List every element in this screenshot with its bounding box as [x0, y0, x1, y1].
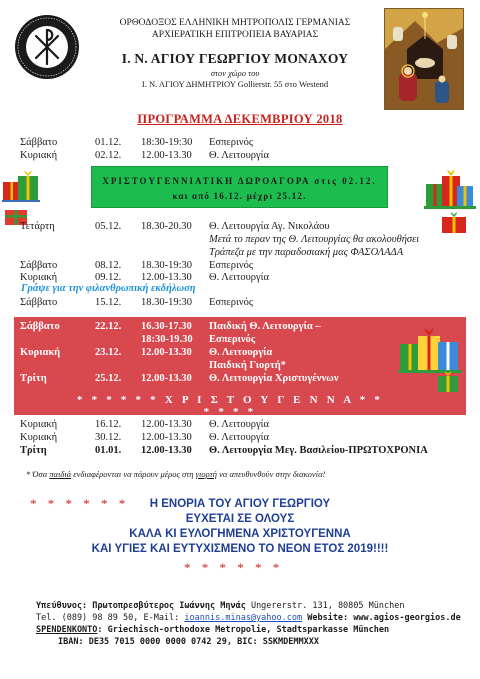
schedule-day: Σάββατο: [20, 137, 58, 148]
nativity-icon-image: [384, 8, 464, 110]
red-stars-decoration: * * * * * *: [184, 560, 284, 575]
schedule-event: Θ. Λειτουργία: [209, 347, 273, 358]
kids-note-text: ενδιαφέρονται να πάρουν μέρος στη: [71, 469, 196, 479]
schedule-date: 02.12.: [95, 150, 122, 161]
footer-contact: [36, 614, 461, 623]
schedule-time: 12.00-13.30: [141, 432, 192, 443]
schedule-time: 18:30-19:30: [141, 137, 193, 148]
schedule-date: 23.12.: [95, 347, 122, 358]
schedule-date: 16.12.: [95, 419, 122, 430]
gift-box-icon: [436, 371, 462, 398]
schedule-time: 12.00-13.30: [141, 272, 192, 283]
kids-note-text: * Όσα: [26, 469, 50, 479]
bazaar-banner: [91, 166, 388, 208]
schedule-event: Θ. Λειτουργία Μεγ. Βασιλείου-ΠΡΩΤΟΧΡΟΝΙΑ: [209, 445, 428, 456]
spenden-value: : Griechisch-orthodoxe Metropolie, Stadtsparkasse München: [97, 625, 390, 635]
footer-iban: [58, 638, 319, 647]
parish-name: Ι. Ν. ΑΓΙΟΥ ΓΕΩΡΓΙΟΥ ΜΟΝΑΧΟΥ: [121, 51, 349, 66]
schedule-event: Παιδική Γιορτή*: [209, 360, 286, 371]
schedule-date: 22.12.: [95, 321, 122, 332]
schedule-day: Κυριακή: [20, 419, 58, 430]
schedule-day: Κυριακή: [20, 272, 58, 283]
schedule-time: 12.00-13.30: [141, 150, 192, 161]
responsible-label: Υπεύθυνος: Πρωτοπρεσβύτερος Ιωάννης Μηνάς: [36, 601, 246, 611]
bazaar-banner-line2: και από 16.12. μέχρι 25.12.: [172, 191, 307, 201]
schedule-time: 12.00-13.30: [141, 373, 192, 384]
footer-address: Ungererstr. 131, 80805 München: [245, 601, 405, 611]
schedule-time: 18.30-19:30: [141, 260, 193, 271]
schedule-day: Τρίτη: [20, 445, 47, 456]
schedule-time: 18.30-20.30: [141, 221, 192, 232]
location-address: Ι. Ν. ΑΓΙΟΥ ΔΗΜΗΤΡΙΟΥ Gollierstr. 55 στο Westend: [141, 79, 329, 89]
gift-box-icon: [2, 170, 42, 209]
blessing-line3: ΚΑΛΑ ΚΙ ΕΥΛΟΓΗΜΕΝΑ ΧΡΙΣΤΟΥΓΕΝΝΑ: [129, 528, 351, 540]
location-intro: στον χώρο του: [210, 68, 260, 78]
schedule-time: 12.00-13.30: [141, 445, 192, 456]
kids-note-text: να απευθυνθούν στην διακονία!: [216, 469, 326, 479]
footer-tel: Tel. (089) 98 89 50, E-Mail:: [36, 613, 185, 623]
schedule-date: 01.12.: [95, 137, 122, 148]
program-title: ΠΡΟΓΡΑΜΜΑ ΔΕΚΕΜΒΡΙΟΥ 2018: [137, 112, 343, 126]
schedule-time: 16.30-17.30: [141, 321, 192, 332]
schedule-event: Θ. Λειτουργία: [209, 419, 269, 430]
schedule-date: 01.01.: [95, 445, 122, 456]
schedule-event: Εσπερινός: [209, 334, 256, 345]
schedule-time: 12.00-13.30: [141, 419, 192, 430]
schedule-event: Εσπερινός: [209, 260, 254, 271]
kids-note-underline: γιορτή: [195, 469, 217, 479]
schedule-date: 05.12.: [95, 221, 122, 232]
schedule-event: Θ. Λειτουργία: [209, 272, 269, 283]
bazaar-banner-line1: ΧΡΙΣΤΟΥΓΕΝΝΙΑΤΙΚΗ ΔΩΡΟΑΓΟΡΑ στις 02.12.: [102, 176, 377, 186]
schedule-event: Εσπερινός: [209, 137, 254, 148]
schedule-date: 30.12.: [95, 432, 122, 443]
footer-responsible: [36, 602, 404, 611]
schedule-event: Παιδική Θ. Λειτουργία –: [209, 321, 321, 332]
schedule-date: 15.12.: [95, 297, 122, 308]
schedule-event: Θ. Λειτουργία Χριστυγέννων: [209, 373, 339, 384]
iban-text: IBAN: DE35 7015 0000 0000 0742 29, BIC: SSKMDEMMXXX: [58, 637, 319, 647]
gift-box-icon: [424, 168, 476, 215]
schedule-day: Τρίτη: [20, 373, 47, 384]
schedule-day: Σάββατο: [20, 260, 58, 271]
schedule-day: Σάββατο: [20, 297, 58, 308]
schedule-day: Σάββατο: [20, 321, 60, 332]
schedule-event: Θ. Λειτουργία: [209, 432, 269, 443]
committee-name: ΑΡΧΙΕΡΑΤΙΚΗ ΕΠΙΤΡΟΠΕΙΑ ΒΑΥΑΡΙΑΣ: [151, 30, 319, 40]
schedule-event-note: Μετά το περαν της Θ. Λειτουργίας θα ακολουθήσει: [209, 234, 420, 245]
schedule-day: Τετάρτη: [20, 221, 55, 232]
schedule-day: Κυριακή: [20, 150, 58, 161]
email-link[interactable]: ioannis.minas@yahoo.com: [184, 613, 303, 623]
schedule-event: Θ. Λειτουργία: [209, 150, 269, 161]
kids-note: [26, 469, 325, 479]
metropolis-seal-logo: [14, 14, 80, 80]
blessing-line2: ΕΥΧΕΤΑΙ ΣΕ ΟΛΟΥΣ: [185, 513, 295, 525]
gift-box-icon: [440, 212, 470, 239]
schedule-day: Κυριακή: [20, 432, 58, 443]
schedule-time: 18.30-19:30: [141, 297, 193, 308]
website-link[interactable]: Website: www.agios-georgios.de: [302, 613, 461, 623]
blessing-line1: Η ΕΝΟΡΙΑ ΤΟΥ ΑΓΙΟΥ ΓΕΩΡΓΙΟΥ: [149, 498, 331, 510]
spenden-label: SPENDENKONTO: [36, 625, 98, 635]
metropolis-name: ΟΡΘΟΔΟΞΟΣ ΕΛΛΗΝΙΚΗ ΜΗΤΡΟΠΟΛΙΣ ΓΕΡΜΑΝΙΑΣ: [119, 18, 351, 28]
charity-note: Γράψε για την φιλανθρωπική εκδήλωση: [21, 283, 196, 294]
red-stars-decoration: * * * * * *: [30, 496, 130, 511]
schedule-event-note: Τράπεζα με την παραδοσιακή μας ΦΑΣΟΛΑΔΑ: [209, 247, 404, 258]
schedule-time: 12.00-13.30: [141, 347, 192, 358]
schedule-day: Κυριακή: [20, 347, 61, 358]
schedule-date: 09.12.: [95, 272, 122, 283]
blessing-line4: ΚΑΙ ΥΓΙΕΣ ΚΑΙ ΕΥΤΥΧΙΣΜΕΝΟ ΤΟ ΝΕΟΝ ΕΤΟΣ 2019!!!!: [91, 543, 389, 555]
schedule-date: 25.12.: [95, 373, 122, 384]
christmas-stars-heading: * * * * * * Χ Ρ Ι Σ Τ Ο Υ Γ Ε Ν Ν Α * * * * * *: [76, 394, 384, 418]
schedule-time: 18:30-19.30: [141, 334, 193, 345]
kids-note-underline: παιδιά: [49, 469, 72, 479]
schedule-event: Θ. Λειτουργία Αγ. Νικολάου: [209, 221, 330, 232]
footer-bank: [36, 626, 389, 635]
schedule-event: Εσπερινός: [209, 297, 254, 308]
schedule-date: 08.12.: [95, 260, 122, 271]
